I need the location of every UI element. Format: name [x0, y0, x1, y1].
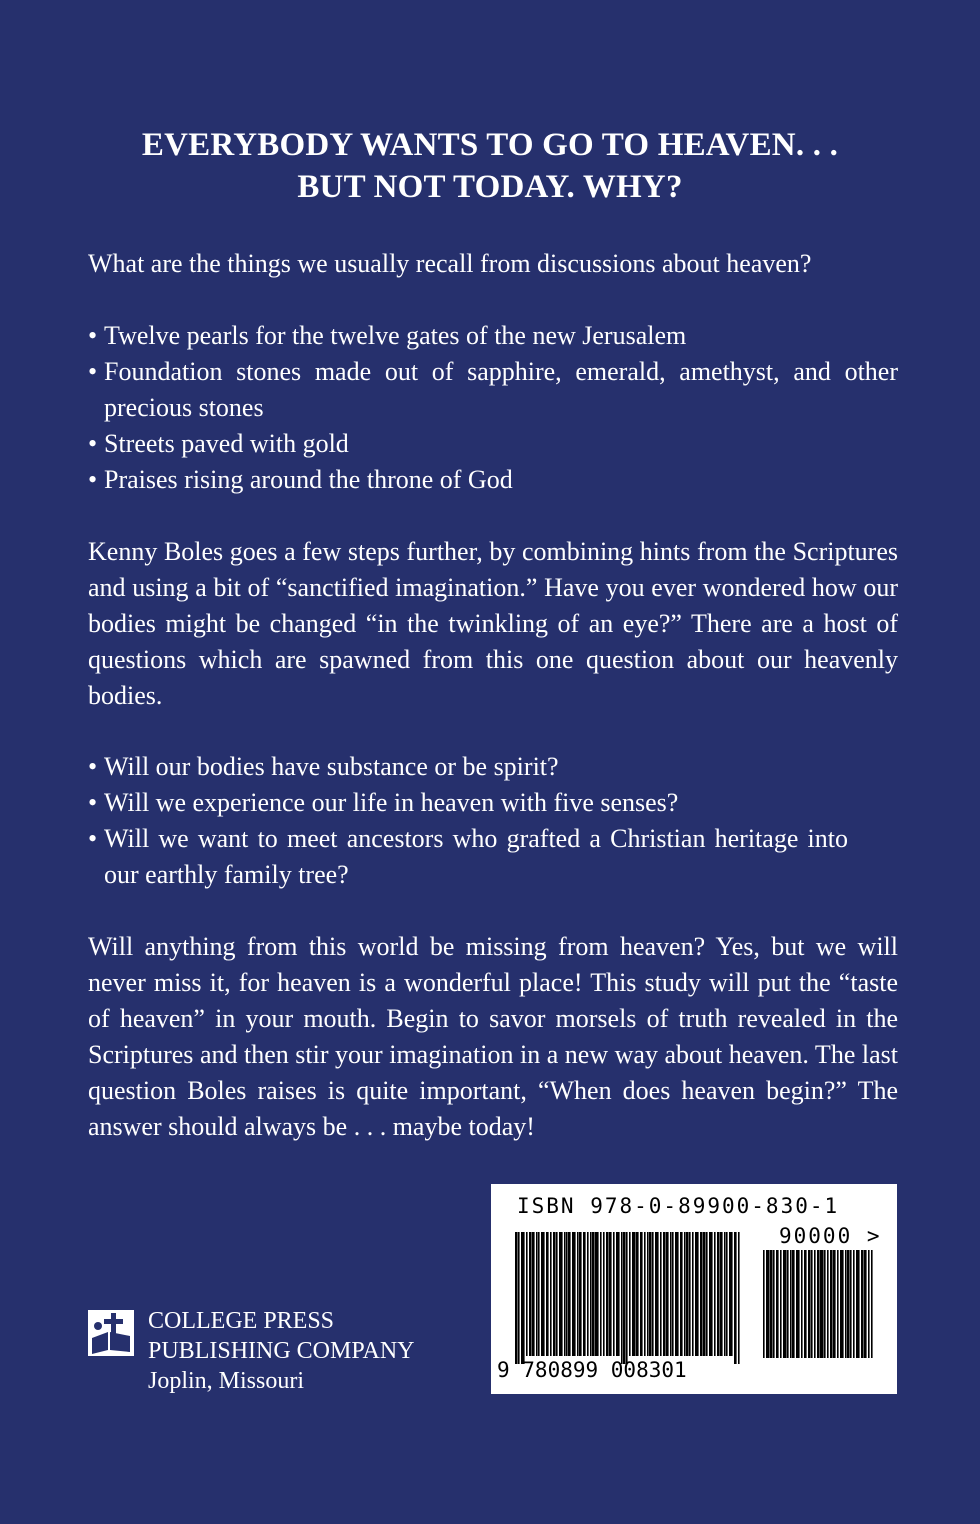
barcode-bar — [649, 1232, 652, 1356]
addon-bar — [833, 1250, 836, 1358]
addon-bar — [861, 1250, 864, 1358]
paragraph-text: Kenny Boles goes a few steps further, by combining hints from the Scriptures and using a bit of “sanctified imagination.” Have you ever wondered how our bodies might be changed “in the twinkling of an eye?” There are a host of questions which are spawned from this one question about our heavenly bodies. — [88, 537, 898, 710]
addon-bar — [871, 1250, 873, 1358]
barcode-bar — [700, 1232, 703, 1356]
barcode-bar — [720, 1232, 723, 1356]
barcode-bar — [623, 1232, 626, 1364]
addon-bar — [787, 1250, 789, 1358]
addon-bar — [796, 1250, 800, 1358]
barcode-bar — [706, 1232, 708, 1356]
barcode-bar — [577, 1232, 579, 1356]
list-item: • Praises rising around the throne of God — [88, 462, 898, 498]
barcode-bar — [695, 1232, 699, 1356]
barcode-bar — [660, 1232, 662, 1356]
barcode-bar — [655, 1232, 659, 1356]
questions-list — [88, 749, 898, 893]
barcode-bar — [684, 1232, 686, 1356]
barcode-bar — [709, 1232, 713, 1356]
addon-bar — [776, 1250, 779, 1358]
barcode-bar — [734, 1232, 737, 1364]
addon-bar — [864, 1250, 867, 1358]
addon-bar — [824, 1250, 826, 1358]
barcode-bar — [689, 1232, 691, 1356]
barcode-bar — [572, 1232, 576, 1356]
addon-bar — [783, 1250, 787, 1358]
barcode-bar — [609, 1232, 612, 1356]
addon-bar — [845, 1250, 847, 1358]
barcode-bar — [632, 1232, 636, 1356]
barcode-bar — [644, 1232, 646, 1356]
headline-line-1: EVERYBODY WANTS TO GO TO HEAVEN. . . — [141, 127, 839, 163]
barcode-bar — [592, 1232, 595, 1356]
publisher-location: Joplin, Missouri — [148, 1368, 305, 1394]
list-item: • Will we want to meet ancestors who grafted a Christian heritage into our earthly family tree? — [88, 821, 898, 893]
isbn-barcode — [491, 1184, 897, 1394]
barcode-bar — [613, 1232, 615, 1356]
addon-bar — [773, 1250, 775, 1358]
addon-bar — [801, 1250, 803, 1358]
barcode-bar — [526, 1232, 528, 1356]
barcode-bar — [595, 1232, 599, 1356]
barcode-bar — [675, 1232, 679, 1356]
price-code: 90000 > — [779, 1224, 882, 1248]
intro-text: What are the things we usually recall from discussions about heaven? — [88, 249, 812, 278]
addon-bar — [853, 1250, 855, 1358]
barcode-bar — [566, 1232, 568, 1356]
list-item: • Twelve pearls for the twelve gates of the new Jerusalem — [88, 318, 898, 354]
addon-bar — [847, 1250, 850, 1358]
barcode-bar — [538, 1232, 540, 1356]
recall-list — [88, 318, 898, 498]
addon-bar — [837, 1250, 839, 1358]
addon-bar — [766, 1250, 770, 1358]
barcode-bar — [559, 1232, 563, 1356]
barcode-bar — [529, 1232, 532, 1356]
barcode-bar — [546, 1232, 549, 1356]
addon-bar — [827, 1250, 829, 1358]
barcode-bar — [629, 1232, 631, 1356]
list-item: • Will we experience our life in heaven with five senses? — [88, 785, 898, 821]
barcode-bar — [606, 1232, 609, 1356]
list-item: • Streets paved with gold — [88, 426, 898, 462]
barcode-bar — [587, 1232, 589, 1356]
body-paragraph-3 — [88, 929, 898, 1145]
barcode-bar — [626, 1232, 628, 1364]
addon-bar — [790, 1250, 792, 1358]
barcode-bar — [541, 1232, 545, 1356]
barcode-bar — [640, 1232, 643, 1356]
intro-paragraph — [88, 246, 898, 282]
barcode-bar — [729, 1232, 733, 1356]
headline-line-2: BUT NOT TODAY. WHY? — [297, 169, 683, 205]
barcode-bar — [518, 1232, 520, 1364]
barcode-bar — [726, 1232, 728, 1356]
barcode-bar — [703, 1232, 706, 1356]
addon-bar — [820, 1250, 824, 1358]
barcode-bar — [532, 1232, 535, 1356]
addon-bar — [763, 1250, 765, 1358]
barcode-bar — [717, 1232, 720, 1356]
barcode-bar — [680, 1232, 683, 1356]
barcode-bar — [583, 1232, 586, 1356]
barcode-bar — [692, 1232, 694, 1356]
addon-bar — [814, 1250, 816, 1358]
barcode-bar — [686, 1232, 689, 1356]
barcode-bar — [579, 1232, 582, 1356]
barcode-bar — [663, 1232, 666, 1356]
barcode-bar — [590, 1232, 592, 1356]
barcode-bar — [521, 1232, 525, 1364]
isbn-label: ISBN 978-0-89900-830-1 — [517, 1194, 840, 1218]
addon-bar — [817, 1250, 820, 1358]
addon-bar — [840, 1250, 844, 1358]
addon-bar — [811, 1250, 813, 1358]
headline — [0, 124, 980, 208]
list-item: • Will our bodies have substance or be spirit? — [88, 749, 898, 785]
barcode-bar — [652, 1232, 654, 1356]
barcode-bar — [550, 1232, 552, 1356]
barcode-bar — [724, 1232, 726, 1356]
addon-bar — [830, 1250, 833, 1358]
barcode-bar — [666, 1232, 669, 1356]
barcode-bar — [647, 1232, 649, 1356]
barcode-bar — [515, 1232, 518, 1364]
addon-bar — [792, 1250, 795, 1358]
publisher-name-line-1: COLLEGE PRESS — [148, 1308, 335, 1334]
addon-bar — [856, 1250, 860, 1358]
barcode-bar — [714, 1232, 716, 1356]
barcode-bar — [672, 1232, 674, 1356]
cross-and-book-icon — [88, 1310, 134, 1356]
body-paragraph-2 — [88, 534, 898, 714]
addon-bar — [770, 1250, 773, 1358]
barcode-bar — [553, 1232, 556, 1356]
barcode-bar — [603, 1232, 605, 1356]
ean-digits: 9 780899 008301 — [497, 1358, 687, 1382]
barcode-bar — [568, 1232, 571, 1356]
barcode-bar — [621, 1232, 623, 1364]
barcode-bar — [738, 1232, 740, 1364]
addon-bar — [808, 1250, 811, 1358]
barcode-bar — [564, 1232, 566, 1356]
barcode-bar — [670, 1232, 672, 1356]
addon-bar — [868, 1250, 870, 1358]
barcode-bar — [616, 1232, 620, 1356]
barcode-bar — [556, 1232, 558, 1356]
barcode-bar — [636, 1232, 639, 1356]
barcode-bar — [600, 1232, 602, 1356]
paragraph-text: Will anything from this world be missing from heaven? Yes, but we will never miss it, for heaven is a wonderful place! This study will put the “taste of heaven” in your mouth. Begin to savor morsels of truth revealed in the Scriptures and then stir your imagination in a new way about heaven. The last question Boles raises is quite important, “When does heaven begin?” The answer should always be . . . maybe today! — [88, 932, 898, 1141]
addon-bar — [780, 1250, 782, 1358]
publisher-name-line-2: PUBLISHING COMPANY — [148, 1338, 415, 1364]
list-item: • Foundation stones made out of sapphire, emerald, amethyst, and other precious stones — [88, 354, 898, 426]
addon-bar — [850, 1250, 852, 1358]
barcode-bar — [536, 1232, 538, 1356]
addon-bar — [804, 1250, 807, 1358]
